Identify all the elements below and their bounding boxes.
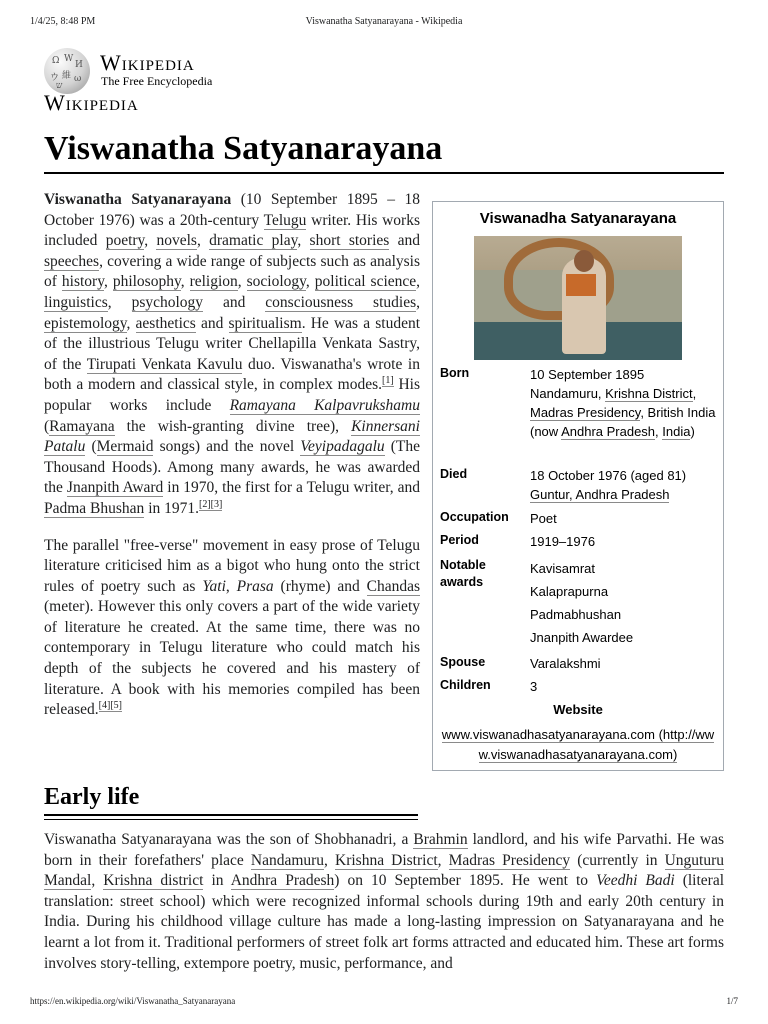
died-value: [530, 466, 716, 504]
text: ,: [126, 314, 136, 332]
text: ,: [692, 386, 697, 401]
ref-link[interactable]: [1]: [381, 375, 394, 387]
wikipedia-globe-icon: Ω W И ウ 維 ω ש: [44, 48, 90, 94]
text: ,: [416, 273, 421, 291]
subject-name: Viswanatha Satyanarayana: [44, 191, 232, 208]
link-novels[interactable]: novels: [156, 232, 197, 250]
link-madras-presidency[interactable]: Madras Presidency: [448, 851, 571, 869]
link-telugu[interactable]: Telugu: [263, 211, 307, 229]
link-veyipadagalu[interactable]: Veyipadagalu: [300, 438, 385, 456]
link-padma-bhushan[interactable]: Padma Bhushan: [44, 499, 145, 517]
lead-section: [44, 190, 420, 737]
page-title: Viswanatha Satyanarayana: [44, 130, 443, 167]
occupation-label: Occupation: [440, 510, 509, 524]
link-consciousness-studies[interactable]: consciousness studies: [265, 293, 417, 311]
link-andhra-pradesh[interactable]: Andhra Pradesh: [561, 424, 656, 439]
section-divider-thin: [44, 819, 418, 820]
early-life-body: [44, 830, 724, 974]
link-nandamuru[interactable]: Nandamuru: [250, 851, 325, 869]
text: writer. His works included: [44, 211, 421, 250]
link-website[interactable]: www.viswanadhasatyanarayana.com (http://www.viswanadhasatyanarayana.com): [441, 727, 715, 762]
text: ,: [237, 273, 247, 291]
awards-label: Notable awards: [440, 558, 486, 589]
print-page-title: Viswanatha Satyanarayana - Wikipedia: [305, 16, 463, 27]
born-label: Born: [440, 366, 470, 380]
ref-link[interactable]: [2]: [199, 498, 211, 510]
text: (: [44, 417, 50, 435]
text: ,: [416, 293, 420, 311]
period-label: Period: [440, 533, 479, 547]
link-unguturu-mandal[interactable]: Unguturu Mandal: [44, 851, 725, 890]
text: landlord, and his wife Parvathi. He was born in their forefathers' place: [44, 831, 724, 869]
website-label: Website: [553, 702, 603, 717]
term-yati: Yati: [202, 577, 226, 595]
spouse-value: Varalakshmi: [530, 656, 601, 671]
text: ,: [91, 872, 104, 890]
link-krishna-district-2[interactable]: Krishna district: [103, 872, 204, 890]
ref-4[interactable]: [99, 700, 111, 712]
text: Nandamuru,: [530, 386, 606, 401]
early-life-paragraph: [44, 830, 724, 974]
portrait-image[interactable]: [474, 236, 682, 360]
link-short-stories[interactable]: short stories: [309, 232, 390, 250]
text: ,: [107, 293, 132, 311]
website-value: [441, 725, 715, 765]
link-philosophy[interactable]: philosophy: [112, 273, 181, 291]
died-date: 18 October 1976 (aged 81): [530, 468, 687, 483]
link-dramatic-play[interactable]: dramatic play: [209, 232, 298, 250]
award-item: Kalaprapurna: [530, 584, 609, 599]
link-india[interactable]: India: [662, 424, 691, 439]
text: ,: [655, 424, 663, 439]
link-krishna-district[interactable]: Krishna District: [335, 851, 438, 869]
wikipedia-wordmark: Wikipedia: [100, 50, 195, 75]
link-guntur[interactable]: Guntur, Andhra Pradesh: [530, 487, 670, 502]
award-item: Jnanpith Awardee: [530, 630, 634, 645]
print-header: [30, 16, 738, 30]
text: ,: [324, 851, 335, 869]
occupation-value: Poet: [530, 511, 557, 526]
link-brahmin[interactable]: Brahmin: [413, 831, 468, 848]
text: in: [203, 872, 231, 890]
text: ,: [437, 851, 449, 869]
link-ramayana-kalpavrukshamu[interactable]: Ramayana Kalpavrukshamu: [229, 396, 420, 414]
text: in 1970, the first for a Telugu writer, and: [163, 479, 420, 497]
link-kinnersani-patalu[interactable]: Kinnersani Patalu: [44, 417, 420, 456]
ref-link[interactable]: [5]: [110, 700, 122, 712]
text: ,: [305, 273, 315, 291]
text: and: [389, 232, 421, 250]
wikipedia-tagline: The Free Encyclopedia: [101, 74, 213, 88]
link-speeches[interactable]: speeches: [44, 252, 100, 270]
portrait-sash: [566, 274, 596, 296]
link-sociology[interactable]: sociology: [246, 273, 306, 291]
print-footer: [30, 996, 738, 1010]
text: (currently in: [570, 851, 665, 869]
text: (literal translation: street school) which were recognized informal schools during 19th and early 20th century in India. During his childhood village culture has made a long-lasting impression on Satyanarayana and he learnt a lot from it. Traditional performers of street folk art forms attracted and educated him. These art forms involves story-telling, extempore poetry, music, performance, and: [44, 872, 725, 972]
spouse-label: Spouse: [440, 655, 486, 669]
ref-link[interactable]: [4]: [98, 700, 111, 712]
portrait-person: [562, 258, 606, 354]
text: songs) and the novel: [153, 438, 301, 456]
link-mermaid[interactable]: Mermaid: [96, 438, 154, 456]
text: and: [203, 293, 266, 311]
awards-list: [530, 557, 716, 649]
infobox-title: Viswanadha Satyanarayana: [479, 210, 677, 227]
award-item: Kavisamrat: [530, 561, 596, 576]
children-value: 3: [530, 679, 538, 694]
text: (rhyme) and: [273, 577, 367, 595]
text: ): [690, 424, 695, 439]
ref-3[interactable]: [211, 499, 223, 511]
infobox: [432, 201, 724, 771]
print-page-number: 1/7: [726, 996, 738, 1006]
print-datetime: 1/4/25, 8:48 PM: [30, 16, 96, 27]
text: and: [195, 314, 229, 332]
award-item: Padmabhushan: [530, 607, 622, 622]
text: (: [85, 438, 97, 456]
link-history[interactable]: history: [61, 273, 104, 291]
text: , British India (now: [530, 405, 716, 439]
text: ,: [180, 273, 190, 291]
term-prasa: Prasa: [236, 577, 274, 595]
lead-paragraph-2: [44, 536, 420, 721]
period-value: 1919–1976: [530, 534, 596, 549]
text: duo. Viswanatha's wrote in both a modern and classical style, in complex modes.: [44, 355, 420, 394]
text: ) on 10 September 1895. He went to: [334, 872, 597, 890]
link-aesthetics[interactable]: aesthetics: [135, 314, 196, 332]
wikipedia-wordmark-secondary: Wikipedia: [44, 90, 139, 115]
section-divider: [44, 814, 418, 816]
ref-1[interactable]: [382, 375, 394, 387]
text: ,: [297, 232, 310, 250]
text: , covering a wide range of subjects such as analysis of: [44, 252, 420, 291]
portrait-head: [574, 250, 594, 272]
text: (10 September 1895 – 18 October 1976) was a 20th-century: [44, 191, 420, 229]
text: ,: [103, 273, 113, 291]
link-political-science[interactable]: political science: [314, 273, 417, 291]
born-date: 10 September 1895: [530, 367, 645, 382]
link-spiritualism[interactable]: spiritualism: [228, 314, 302, 332]
text: . He was a student of the illustrious Telugu writer Chellapilla Venkata Sastry, of the: [44, 314, 420, 373]
section-heading-early-life: Early life: [44, 784, 140, 810]
text: (The Thousand Hoods). Among many awards, he was awarded the: [44, 438, 420, 497]
text: The parallel "free-verse" movement in easy prose of Telugu literature criticised him as a bigot who hung onto the strict rules of poetry such as: [44, 536, 420, 595]
link-epistemology[interactable]: epistemology: [44, 314, 127, 332]
born-value: [530, 365, 716, 441]
ref-link[interactable]: [3]: [210, 498, 223, 510]
lead-paragraph-1: [44, 190, 420, 520]
text: ,: [196, 232, 210, 250]
link-psychology[interactable]: psychology: [131, 293, 204, 311]
wikipedia-logo[interactable]: [44, 46, 274, 116]
term-veedhi-badi: Veedhi Badi: [596, 872, 675, 890]
text: Viswanatha Satyanarayana was the son of Shobhanadri, a: [44, 831, 414, 848]
link-religion[interactable]: religion: [189, 273, 238, 291]
link-ramayana[interactable]: Ramayana: [49, 417, 115, 435]
text: the wish-granting divine tree),: [114, 417, 352, 435]
text: in 1971.: [144, 499, 199, 517]
title-divider: [44, 172, 724, 174]
link-poetry[interactable]: poetry: [105, 232, 145, 250]
ref-5[interactable]: [110, 700, 122, 712]
link-krishna-district[interactable]: Krishna District: [605, 386, 693, 401]
link-jnanpith-award[interactable]: Jnanpith Award: [66, 479, 164, 497]
link-madras-presidency[interactable]: Madras Presidency: [530, 405, 641, 420]
print-url: https://en.wikipedia.org/wiki/Viswanatha_Satyanarayana: [30, 996, 236, 1006]
died-label: Died: [440, 467, 468, 481]
link-tirupati-venkata-kavulu[interactable]: Tirupati Venkata Kavulu: [86, 355, 243, 373]
text: ,: [144, 232, 157, 250]
text: His popular works include: [44, 376, 420, 414]
children-label: Children: [440, 678, 491, 692]
link-andhra-pradesh[interactable]: Andhra Pradesh: [230, 872, 335, 890]
text: ,: [225, 577, 237, 595]
text: (meter). However this only covers a part of the wide variety of literature he created. At the same time, there was no contemporary in Telugu literature who could match his depth of the subjects he covered and his mastery of literature. A book with his memories compiled has been released.: [44, 598, 420, 719]
link-linguistics[interactable]: linguistics: [44, 293, 108, 311]
ref-2[interactable]: [199, 499, 211, 511]
link-chandas[interactable]: Chandas: [366, 577, 420, 595]
